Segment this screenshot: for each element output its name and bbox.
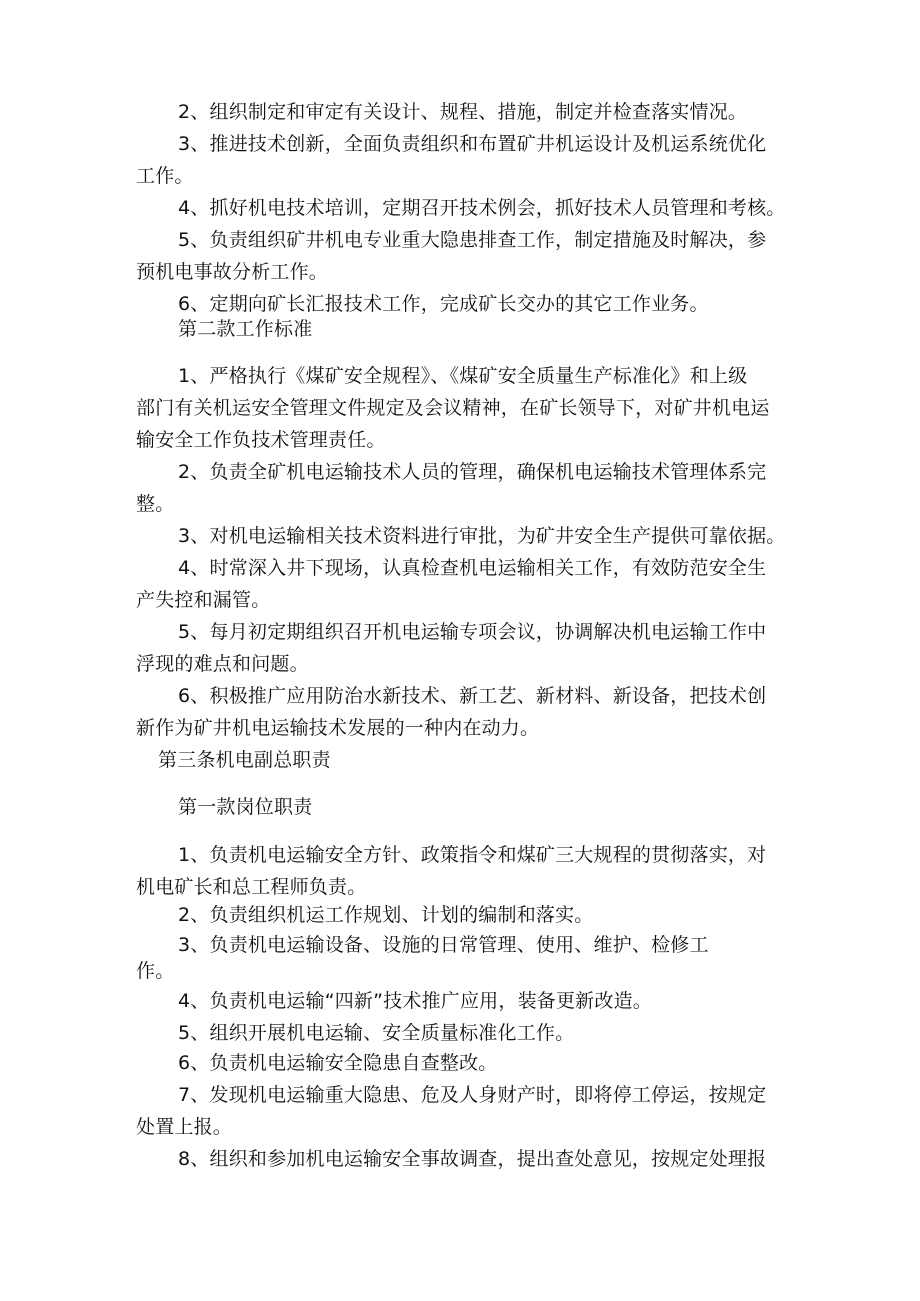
paragraph-line: 预机电事故分析工作。 <box>136 261 329 283</box>
paragraph-line: 作。 <box>136 960 175 982</box>
section-heading: 第二款工作标准 <box>178 318 313 340</box>
paragraph-line: 浮现的难点和问题。 <box>136 653 309 675</box>
paragraph-line: 机电矿长和总工程师负责。 <box>136 876 367 898</box>
paragraph-line: 2、组织制定和审定有关设计、规程、措施，制定并检查落实情况。 <box>178 101 748 123</box>
paragraph-line: 3、负责机电运输设备、设施的日常管理、使用、维护、检修工 <box>178 934 709 956</box>
paragraph-line: 部门有关机运安全管理文件规定及会议精神，在矿长领导下，对矿井机电运 <box>136 397 770 419</box>
paragraph-line: 产失控和漏管。 <box>136 589 271 611</box>
paragraph-line: 2、负责组织机运工作规划、计划的编制和落实。 <box>178 904 594 926</box>
paragraph-line: 1、负责机电运输安全方针、政策指令和煤矿三大规程的贯彻落实，对 <box>178 844 767 866</box>
paragraph-line: 输安全工作负技术管理责任。 <box>136 429 386 451</box>
article-heading: 第三条机电副总职责 <box>158 749 331 771</box>
paragraph-line: 8、组织和参加机电运输安全事故调查，提出查处意见，按规定处理报 <box>178 1148 767 1170</box>
paragraph-line: 处置上报。 <box>136 1116 233 1138</box>
paragraph-line: 7、发现机电运输重大隐患、危及人身财产时，即将停工停运，按规定 <box>178 1084 767 1106</box>
paragraph-line: 3、推进技术创新，全面负责组织和布置矿井机运设计及机运系统优化 <box>178 133 767 155</box>
paragraph-line: 2、负责全矿机电运输技术人员的管理，确保机电运输技术管理体系完 <box>178 461 767 483</box>
paragraph-line: 4、负责机电运输“四新”技术推广应用，装备更新改造。 <box>178 990 652 1012</box>
paragraph-line: 1、严格执行《煤矿安全规程》、《煤矿安全质量生产标准化》和上级 <box>178 365 748 387</box>
paragraph-line: 4、抓好机电技术培训，定期召开技术例会，抓好技术人员管理和考核。 <box>178 197 786 219</box>
section-heading: 第一款岗位职责 <box>178 796 313 818</box>
paragraph-line: 4、时常深入井下现场，认真检查机电运输相关工作，有效防范安全生 <box>178 557 767 579</box>
paragraph-line: 5、负责组织矿井机电专业重大隐患排查工作，制定措施及时解决，参 <box>178 229 767 251</box>
paragraph-line: 6、定期向矿长汇报技术工作，完成矿长交办的其它工作业务。 <box>178 293 709 315</box>
paragraph-line: 工作。 <box>136 165 194 187</box>
paragraph-line: 5、每月初定期组织召开机电运输专项会议，协调解决机电运输工作中 <box>178 621 767 643</box>
paragraph-line: 5、组织开展机电运输、安全质量标准化工作。 <box>178 1022 575 1044</box>
paragraph-line: 6、积极推广应用防治水新技术、新工艺、新材料、新设备，把技术创 <box>178 685 767 707</box>
paragraph-line: 3、对机电运输相关技术资料进行审批，为矿井安全生产提供可靠依据。 <box>178 525 786 547</box>
paragraph-line: 6、负责机电运输安全隐患自查整改。 <box>178 1052 498 1074</box>
paragraph-line: 整。 <box>136 493 175 515</box>
paragraph-line: 新作为矿井机电运输技术发展的一种内在动力。 <box>136 717 540 739</box>
